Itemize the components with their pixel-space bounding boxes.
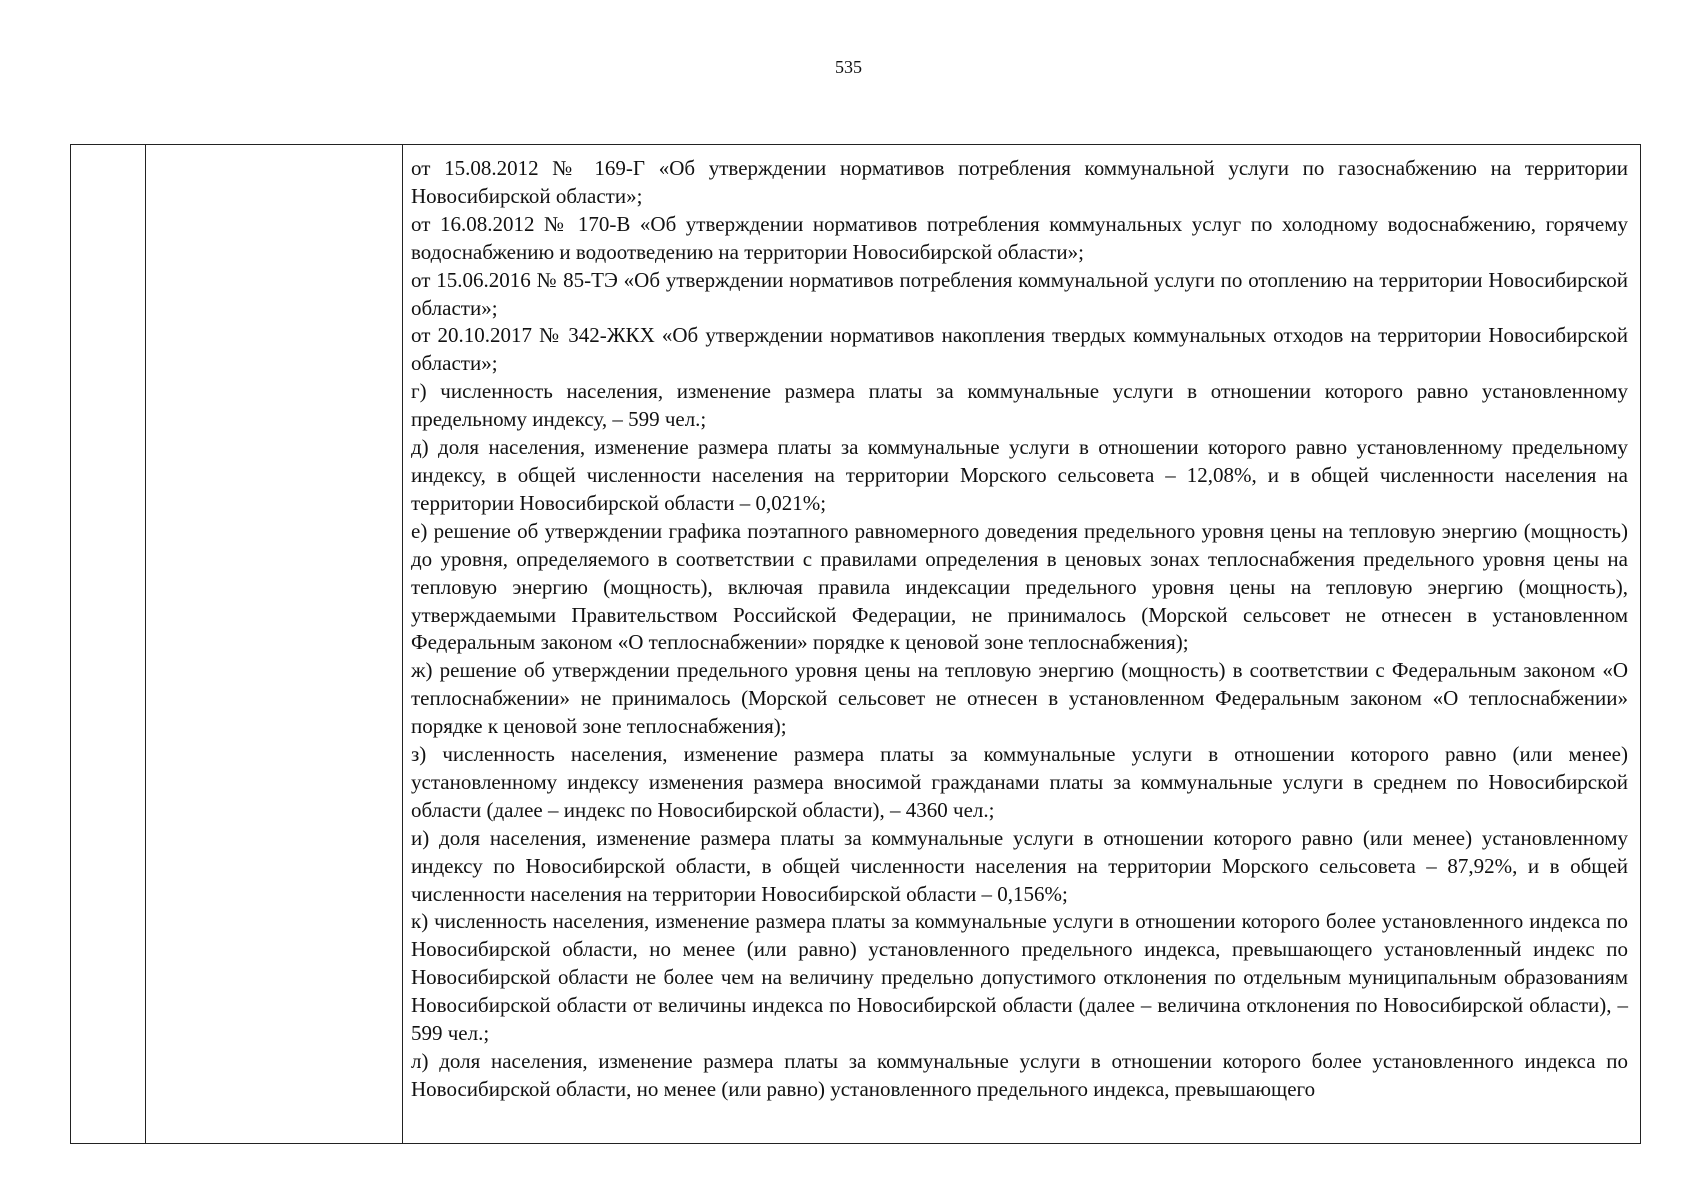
document-table — [70, 144, 1641, 1144]
paragraph-decree-85te: от 15.06.2016 № 85-ТЭ «Об утверждении нормативов потребления коммунальной услуги по отоплению на территории Новосибирской области»; — [411, 267, 1628, 320]
table-column-name — [146, 145, 403, 1143]
paragraph-item-l: л) доля населения, изменение размера платы за коммунальные услуги в отношении которого более установленного индекса по Новосибирской области, но менее (или равно) установленного предельного индекса, превышающего — [411, 1049, 1628, 1101]
paragraph-item-d: д) доля населения, изменение размера платы за коммунальные услуги в отношении которого равно установленному предельному индексу, в общей численности населения на территории Морского сельсовета – 12,08%, и в общей численности населения на территории Новосибирской области – 0,021%; — [411, 435, 1628, 515]
paragraph-item-g: г) численность населения, изменение размера платы за коммунальные услуги в отношении которого равно установленному предельному индексу, – 599 чел.; — [411, 379, 1628, 432]
paragraph-item-z: з) численность населения, изменение размера платы за коммунальные услуги в отношении которого равно (или менее) установленному индексу изменения размера вносимой гражданами платы за коммунальные услуги в среднем по Новосибирской области (далее – индекс по Новосибирской области), – 4360 чел.; — [411, 742, 1628, 822]
paragraph-item-zh: ж) решение об утверждении предельного уровня цены на тепловую энергию (мощность) в соответствии с Федеральным законом «О теплоснабжении» не принималось (Морской сельсовет не отнесен в установленном Федеральным законом «О теплоснабжении» порядке к ценовой зоне теплоснабжения); — [411, 658, 1628, 739]
paragraph-item-e: е) решение об утверждении графика поэтапного равномерного доведения предельного уровня цены на тепловую энергию (мощность) до уровня, определяемого в соответствии с правилами определения в ценовых зонах теплоснабжения предельного уровня цены на тепловую энергию (мощность), включая правила индексации предельного уровня цены на тепловую энергию (мощность), утверждаемыми Правительством Российской Федерации, не принималось (Морской сельсовет не отнесен в установленном Федеральным законом «О теплоснабжении» порядке к ценовой зоне теплоснабжения); — [411, 518, 1628, 655]
paragraph-item-k: к) численность населения, изменение размера платы за коммунальные услуги в отношении которого более установленного индекса по Новосибирской области, но менее (или равно) установленного предельного индекса, превышающего установленный индекс по Новосибирской области не более чем на величину предельно допустимого отклонения по отдельным муниципальным образованиям Новосибирской области от величины индекса по Новосибирской области (далее – величина отклонения по Новосибирской области), – 599 чел.; — [411, 909, 1628, 1046]
paragraph-decree-169g: от 15.08.2012 № 169-Г «Об утверждении нормативов потребления коммунальной услуги по газоснабжению на территории Новосибирской области»; — [411, 156, 1628, 208]
table-column-number — [71, 145, 146, 1143]
page-number: 535 — [835, 57, 862, 77]
table-column-content — [403, 145, 1640, 1143]
paragraph-decree-170v: от 16.08.2012 № 170-В «Об утверждении нормативов потребления коммунальных услуг по холодному водоснабжению, горячему водоснабжению и водоотведению на территории Новосибирской области»; — [411, 211, 1628, 264]
paragraph-decree-342zhkh: от 20.10.2017 № 342-ЖКХ «Об утверждении нормативов накопления твердых коммунальных отходов на территории Новосибирской области»; — [411, 323, 1628, 376]
paragraph-item-i: и) доля населения, изменение размера платы за коммунальные услуги в отношении которого равно (или менее) установленному индексу по Новосибирской области, в общей численности населения на территории Морского сельсовета – 87,92%, и в общей численности населения на территории Новосибирской области – 0,156%; — [411, 825, 1628, 906]
